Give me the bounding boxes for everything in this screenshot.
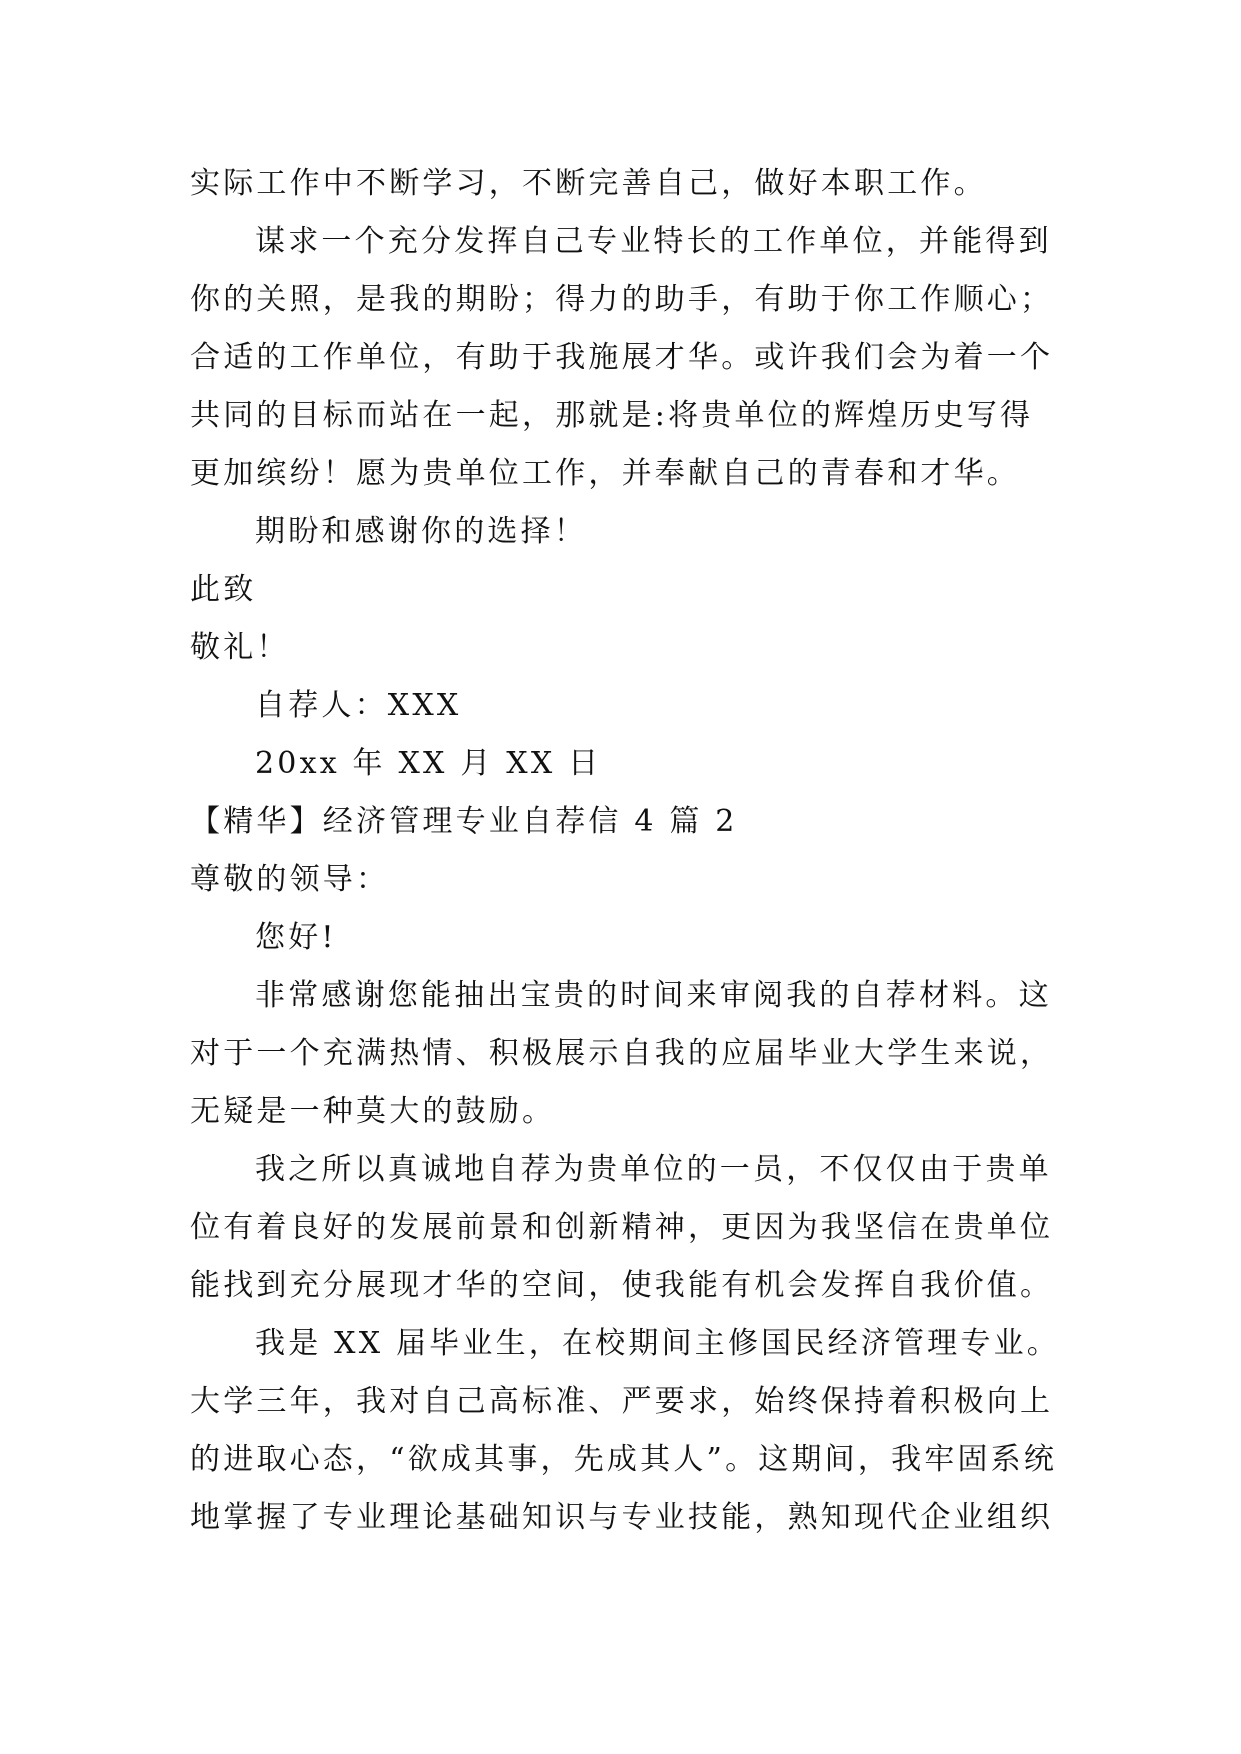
paragraph-line: 共同的目标而站在一起，那就是:将贵单位的辉煌历史写得 — [190, 398, 1034, 433]
paragraph-line: 大学三年，我对自己高标准、严要求，始终保持着积极向上 — [190, 1384, 1054, 1419]
paragraph-line: 实际工作中不断学习，不断完善自己，做好本职工作。 — [190, 166, 987, 201]
salutation-line: 此致 — [190, 572, 257, 607]
salutation-line: 敬礼！ — [190, 630, 290, 665]
greeting-line: 您好! — [255, 920, 337, 955]
paragraph-line: 位有着良好的发展前景和创新精神，更因为我坚信在贵单位 — [190, 1210, 1054, 1245]
greeting-line: 尊敬的领导： — [190, 862, 390, 897]
paragraph-line: 对于一个充满热情、积极展示自我的应届毕业大学生来说， — [190, 1036, 1054, 1071]
paragraph-line: 谋求一个充分发挥自己专业特长的工作单位，并能得到 — [255, 224, 1052, 259]
date-line: 20xx 年 XX 月 XX 日 — [255, 746, 602, 781]
paragraph-line: 你的关照，是我的期盼；得力的助手，有助于你工作顺心； — [190, 282, 1054, 317]
paragraph-line: 的进取心态，“欲成其事，先成其人”。这期间，我牢固系统 — [190, 1442, 1058, 1477]
section-title: 【精华】经济管理专业自荐信 4 篇 2 — [190, 804, 738, 839]
closing-line: 期盼和感谢你的选择！ — [255, 514, 587, 549]
paragraph-line: 我是 XX 届毕业生，在校期间主修国民经济管理专业。 — [255, 1326, 1060, 1361]
paragraph-line: 更加缤纷！愿为贵单位工作，并奉献自己的青春和才华。 — [190, 456, 1020, 491]
paragraph-line: 非常感谢您能抽出宝贵的时间来审阅我的自荐材料。这 — [255, 978, 1052, 1013]
paragraph-line: 我之所以真诚地自荐为贵单位的一员，不仅仅由于贵单 — [255, 1152, 1052, 1187]
paragraph-line: 合适的工作单位，有助于我施展才华。或许我们会为着一个 — [190, 340, 1054, 375]
paragraph-line: 地掌握了专业理论基础知识与专业技能，熟知现代企业组织 — [190, 1500, 1054, 1535]
paragraph-line: 能找到充分展现才华的空间，使我能有机会发挥自我价值。 — [190, 1268, 1054, 1303]
signature-line: 自荐人：XXX — [255, 688, 462, 723]
paragraph-line: 无疑是一种莫大的鼓励。 — [190, 1094, 556, 1129]
